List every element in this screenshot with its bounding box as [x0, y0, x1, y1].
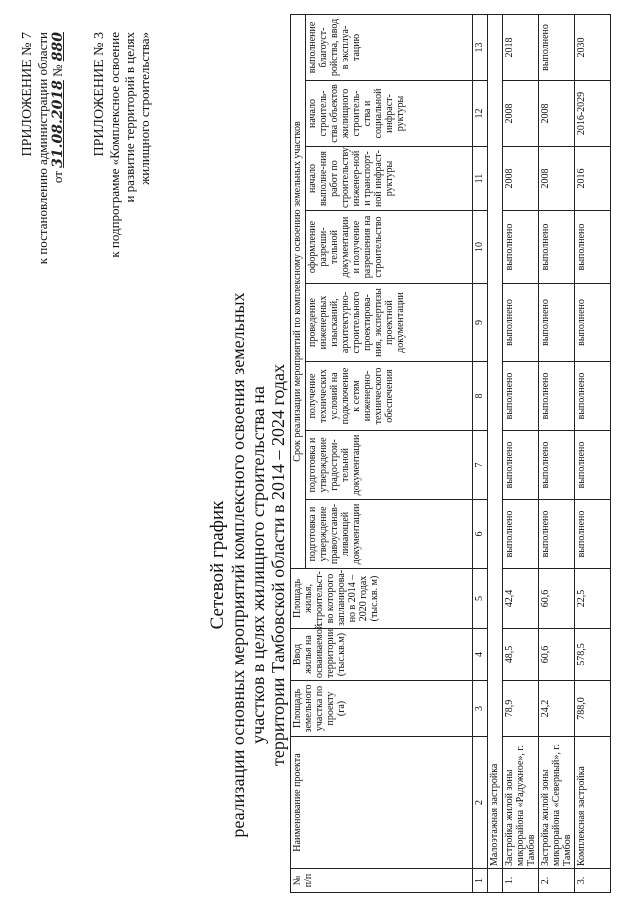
- subheader-7: подготовка и утверждение градострои-тельной документации: [306, 431, 473, 500]
- year-cell: 2016: [575, 147, 611, 211]
- heading-subtitle-1: реализации основных мероприятий комплексного освоения земельных участков в целях жилищного строительства на: [228, 292, 268, 838]
- col-number: 5: [473, 569, 488, 629]
- header-row: [291, 14, 306, 892]
- section-row: [488, 14, 503, 892]
- heading-subtitle-2: территории Тамбовской области в 2014 – 2024 годах: [268, 363, 288, 767]
- appendix-7-line: к постановлению администрации области: [35, 32, 50, 265]
- col-number: 13: [473, 14, 488, 80]
- number-label: №: [50, 64, 65, 77]
- year-cell: 2008: [539, 81, 575, 147]
- heading-title: Сетевой график: [207, 500, 228, 630]
- col-number: 10: [473, 211, 488, 284]
- appendix-3-block: [92, 32, 152, 362]
- section-title: Малоэтажная застройка: [488, 14, 503, 868]
- status-cell: выполнено: [575, 431, 611, 500]
- col-number: 8: [473, 362, 488, 431]
- status-cell: выполнено: [539, 500, 575, 569]
- col-number: 6: [473, 500, 488, 569]
- header-plot-area: Площадь земельного участка по проекту (га): [291, 681, 473, 737]
- subheader-12: начало строитель-ства объектов жилищного строитель-ства и социальной инфраст-руктуры: [306, 81, 473, 147]
- subheader-6: подготовка и утверждение правоустанав-ливающей документации: [306, 500, 473, 569]
- appendix-7-date-line: [50, 32, 66, 362]
- handwritten-date: 31.08.2018: [50, 80, 66, 168]
- project-name: Застройка жилой зоны микрорайона «Радужное», г. Тамбов: [503, 737, 539, 869]
- subheader-9: проведение инженерных изысканий, архитектурно-строительного проектирова-ния, экспертизы проектной документации: [306, 284, 473, 362]
- header-group-deadlines: Срок реализации мероприятий по комплексному освоению земельных участков: [291, 14, 306, 568]
- subheader-8: получение технических условий на подключение к сетям инженерно-технического обеспечения: [306, 362, 473, 431]
- row-num: 1.: [503, 869, 539, 893]
- year-cell: 2008: [539, 147, 575, 211]
- year-cell: 2018: [503, 14, 539, 80]
- planned-area: 42,4: [503, 569, 539, 629]
- from-label: от: [50, 171, 65, 184]
- status-cell: выполнено: [575, 500, 611, 569]
- status-cell: выполнено: [539, 211, 575, 284]
- col-number: 1: [473, 869, 488, 893]
- status-cell: выполнено: [539, 362, 575, 431]
- subheader-13: выполнение благоуст-ройства, ввод в эксплуа-тацию: [306, 14, 473, 80]
- table-row: [503, 14, 539, 892]
- plot-area: 24,2: [539, 681, 575, 737]
- year-cell: 2016-2029: [575, 81, 611, 147]
- network-schedule-table: [290, 14, 611, 893]
- header-project-name: Наименование проекта: [291, 737, 473, 869]
- planned-area: 22,5: [575, 569, 611, 629]
- header-num: № п/п: [291, 869, 473, 893]
- status-cell: выполнено: [503, 284, 539, 362]
- housing-input: 60,6: [539, 629, 575, 681]
- row-num: 2.: [539, 869, 575, 893]
- col-number: 12: [473, 81, 488, 147]
- status-cell: выполнено: [503, 500, 539, 569]
- appendix-7-title: ПРИЛОЖЕНИЕ № 7: [20, 32, 35, 157]
- housing-input: 578,5: [575, 629, 611, 681]
- status-cell: выполнено: [575, 362, 611, 431]
- col-number: 3: [473, 681, 488, 737]
- year-cell: 2008: [503, 147, 539, 211]
- document-heading: [208, 265, 288, 865]
- appendix-3-line-2: и развитие территорий в целях: [122, 32, 137, 203]
- housing-input: 48,5: [503, 629, 539, 681]
- col-number: 2: [473, 737, 488, 869]
- col-number: 11: [473, 147, 488, 211]
- col-number: 9: [473, 284, 488, 362]
- year-cell: 2008: [503, 81, 539, 147]
- subheader-11: начало выполне-ния работ по строительству инженер-ной и транспорт-ной инфраст-руктуры: [306, 147, 473, 211]
- project-name: Застройка жилой зоны микрорайона «Северный», г. Тамбов: [539, 737, 575, 869]
- table-row: [539, 14, 575, 892]
- appendix-3-line-1: к подпрограмме «Комплексное освоение: [107, 32, 122, 258]
- header-planned-area: Площадь жилья, строительст-во которого запланирова-но в 2014 – 2020 годах (тыс.кв. м): [291, 569, 473, 629]
- table-row: [575, 14, 611, 892]
- row-num: 3.: [575, 869, 611, 893]
- appendix-7-block: [20, 32, 66, 362]
- column-number-row: [473, 14, 488, 892]
- handwritten-number: 880: [50, 32, 66, 62]
- plot-area: 788,0: [575, 681, 611, 737]
- plot-area: 78,9: [503, 681, 539, 737]
- year-cell: 2030: [575, 14, 611, 80]
- status-cell: выполнено: [503, 431, 539, 500]
- status-cell: выполнено: [539, 431, 575, 500]
- year-cell: выполнено: [539, 14, 575, 80]
- status-cell: выполнено: [575, 284, 611, 362]
- col-number: 4: [473, 629, 488, 681]
- appendix-3-title: ПРИЛОЖЕНИЕ № 3: [92, 32, 107, 157]
- header-housing-input: Ввод жилья на осваиваемой территории (тыс.кв.м): [291, 629, 473, 681]
- status-cell: выполнено: [503, 211, 539, 284]
- planned-area: 60,6: [539, 569, 575, 629]
- project-name: Комплексная застройка: [575, 737, 611, 869]
- subheader-10: оформление разреши-тельной документации и получение разрешения на строительство: [306, 211, 473, 284]
- status-cell: выполнено: [539, 284, 575, 362]
- col-number: 7: [473, 431, 488, 500]
- status-cell: выполнено: [575, 211, 611, 284]
- appendix-3-line-3: жилищного строительства»: [137, 32, 152, 185]
- status-cell: выполнено: [503, 362, 539, 431]
